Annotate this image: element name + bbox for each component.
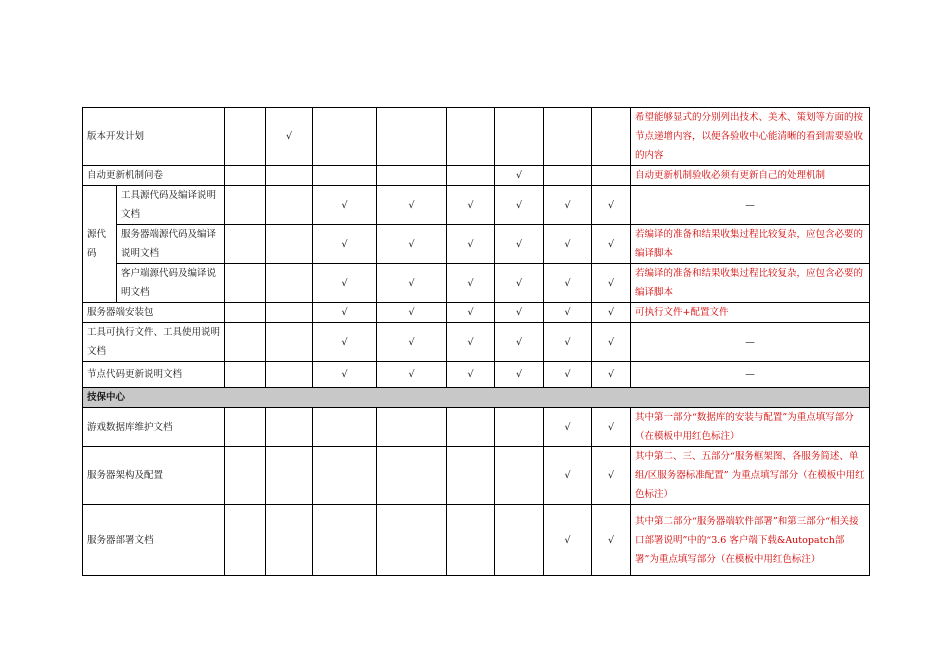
row-label: 自动更新机制问卷 — [83, 166, 225, 186]
row-note: 希望能够显式的分别列出技术、美术、策划等方面的按节点递增内容，以便各验收中心能清晰的看到需要验收的内容 — [631, 108, 870, 166]
check-mark: √ — [313, 323, 377, 362]
check-mark: √ — [592, 447, 631, 505]
check-mark: √ — [544, 303, 592, 323]
check-mark: √ — [592, 186, 631, 225]
check-mark: √ — [544, 225, 592, 264]
table-row — [83, 408, 870, 447]
row-label: 游戏数据库维护文档 — [83, 408, 225, 447]
check-mark: √ — [495, 166, 544, 186]
row-note: 其中第二部分“服务器端软件部署”和第三部分“相关接口部署说明”中的“3.6 客户端下载&Autopatch部署”为重点填写部分（在模板中用红色标注） — [631, 505, 870, 576]
table-row — [83, 447, 870, 505]
check-mark: √ — [495, 323, 544, 362]
table-row — [83, 225, 870, 264]
row-label: 版本开发计划 — [83, 108, 225, 166]
check-mark: √ — [495, 186, 544, 225]
table-row — [83, 362, 870, 388]
row-note: — — [631, 186, 870, 225]
check-mark: √ — [377, 323, 447, 362]
check-mark: √ — [495, 362, 544, 388]
row-label: 客户端源代码及编译说明文档 — [117, 264, 225, 303]
check-mark: √ — [447, 264, 495, 303]
check-mark: √ — [592, 225, 631, 264]
check-mark: √ — [447, 323, 495, 362]
check-mark: √ — [313, 264, 377, 303]
check-mark: √ — [544, 447, 592, 505]
check-mark: √ — [447, 186, 495, 225]
check-mark: √ — [313, 303, 377, 323]
check-mark: √ — [495, 225, 544, 264]
table-row — [83, 505, 870, 576]
check-mark: √ — [544, 186, 592, 225]
check-mark: √ — [495, 303, 544, 323]
check-mark: √ — [377, 186, 447, 225]
table-row — [83, 108, 870, 166]
table-row — [83, 323, 870, 362]
row-label: 服务器部署文档 — [83, 505, 225, 576]
row-note: 自动更新机制验收必须有更新自己的处理机制 — [631, 166, 870, 186]
row-label: 工具源代码及编译说明文档 — [117, 186, 225, 225]
check-mark: √ — [544, 505, 592, 576]
empty-cell — [225, 108, 266, 166]
check-mark: √ — [592, 408, 631, 447]
check-mark: √ — [592, 303, 631, 323]
table-row — [83, 186, 870, 225]
section-header — [83, 388, 870, 408]
check-mark: √ — [377, 303, 447, 323]
row-note: 其中第二、三、五部分“服务框架图、各服务简述、单组/区服务器标准配置” 为重点填写部分（在模板中用红色标注） — [631, 447, 870, 505]
row-label: 服务器端源代码及编译说明文档 — [117, 225, 225, 264]
check-mark: √ — [447, 303, 495, 323]
check-mark: √ — [592, 362, 631, 388]
row-note: 若编译的准备和结果收集过程比较复杂，应包含必要的编译脚本 — [631, 264, 870, 303]
check-mark: √ — [592, 323, 631, 362]
check-mark: √ — [313, 186, 377, 225]
row-note: 可执行文件+配置文件 — [631, 303, 870, 323]
check-mark: √ — [592, 264, 631, 303]
table-row — [83, 303, 870, 323]
check-mark: √ — [544, 264, 592, 303]
check-mark: √ — [447, 225, 495, 264]
check-mark: √ — [544, 323, 592, 362]
row-label: 工具可执行文件、工具使用说明文档 — [83, 323, 225, 362]
check-mark: √ — [266, 108, 313, 166]
row-label: 服务器端安装包 — [83, 303, 225, 323]
check-mark: √ — [592, 505, 631, 576]
check-mark: √ — [544, 362, 592, 388]
row-note: — — [631, 362, 870, 388]
table-row — [83, 166, 870, 186]
table-row — [83, 264, 870, 303]
row-note: 若编译的准备和结果收集过程比较复杂，应包含必要的编译脚本 — [631, 225, 870, 264]
group-label: 源代码 — [83, 186, 117, 303]
check-mark: √ — [377, 225, 447, 264]
row-label: 服务器架构及配置 — [83, 447, 225, 505]
check-mark: √ — [495, 264, 544, 303]
section-title: 技保中心 — [83, 388, 870, 408]
row-label: 节点代码更新说明文档 — [83, 362, 225, 388]
check-mark: √ — [447, 362, 495, 388]
check-mark: √ — [377, 264, 447, 303]
check-mark: √ — [544, 408, 592, 447]
check-mark: √ — [313, 225, 377, 264]
row-note: — — [631, 323, 870, 362]
deliverables-table — [82, 107, 870, 576]
row-note: 其中第一部分“数据库的安装与配置”为重点填写部分（在模板中用红色标注） — [631, 408, 870, 447]
check-mark: √ — [313, 362, 377, 388]
check-mark: √ — [377, 362, 447, 388]
